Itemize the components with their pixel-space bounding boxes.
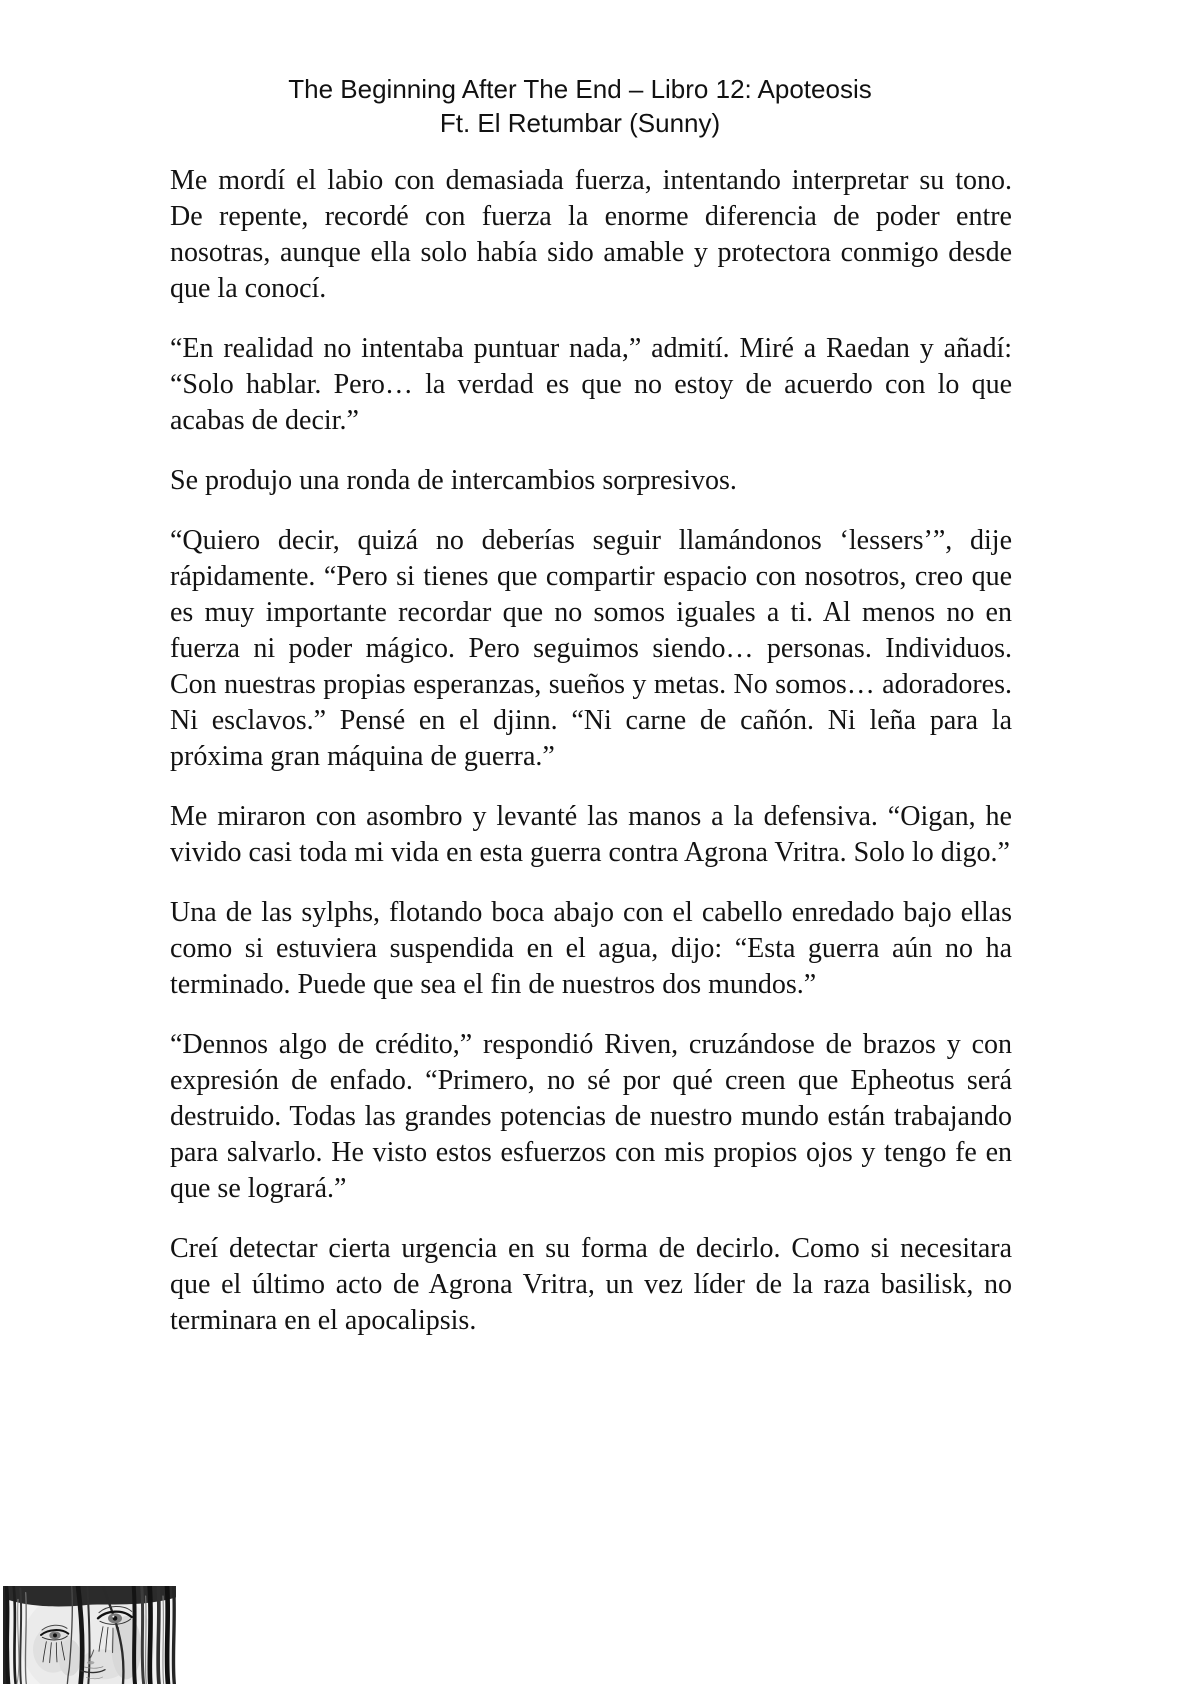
document-header: [150, 72, 1010, 140]
manga-face-illustration: [3, 1586, 176, 1684]
body-paragraph: “Dennos algo de crédito,” respondió Riven, cruzándose de brazos y con expresión de enfado. “Primero, no sé por qué creen que Epheotus será destruido. Todas las grandes potencias de nuestro mundo están trabajando para salvarlo. He visto estos esfuerzos con mis propios ojos y tengo fe en que se logrará.”: [170, 1029, 1012, 1204]
body-paragraph: Me miraron con asombro y levanté las manos a la defensiva. “Oigan, he vivido casi toda mi vida en esta guerra contra Agrona Vritra. Solo lo digo.”: [170, 801, 1012, 868]
document-body-text: [170, 163, 1012, 1363]
document-title: The Beginning After The End – Libro 12: Apoteosis: [288, 74, 872, 104]
body-paragraph: Se produjo una ronda de intercambios sorpresivos.: [170, 465, 737, 496]
document-subtitle: Ft. El Retumbar (Sunny): [439, 108, 721, 138]
body-paragraph: “En realidad no intentaba puntuar nada,” admití. Miré a Raedan y añadí: “Solo hablar. Pero… la verdad es que no estoy de acuerdo con lo que acabas de decir.”: [170, 333, 1012, 436]
manga-face-image: [3, 1586, 176, 1684]
body-paragraph: Creí detectar cierta urgencia en su forma de decirlo. Como si necesitara que el último acto de Agrona Vritra, un vez líder de la raza basilisk, no terminara en el apocalipsis.: [170, 1233, 1012, 1336]
body-paragraph: “Quiero decir, quizá no deberías seguir llamándonos ‘lessers’”, dije rápidamente. “Pero si tienes que compartir espacio con nosotros, creo que es muy importante recordar que no somos iguales a ti. Al menos no en fuerza ni poder mágico. Pero seguimos siendo… personas. Individuos. Con nuestras propias esperanzas, sueños y metas. No somos… adoradores. Ni esclavos.” Pensé en el djinn. “Ni carne de cañón. Ni leña para la próxima gran máquina de guerra.”: [170, 525, 1012, 772]
body-paragraph: Me mordí el labio con demasiada fuerza, intentando interpretar su tono. De repente, recordé con fuerza la enorme diferencia de poder entre nosotras, aunque ella solo había sido amable y protectora conmigo desde que la conocí.: [170, 165, 1012, 304]
body-paragraph: Una de las sylphs, flotando boca abajo con el cabello enredado bajo ellas como si estuviera suspendida en el agua, dijo: “Esta guerra aún no ha terminado. Puede que sea el fin de nuestros dos mundos.”: [170, 897, 1012, 1000]
